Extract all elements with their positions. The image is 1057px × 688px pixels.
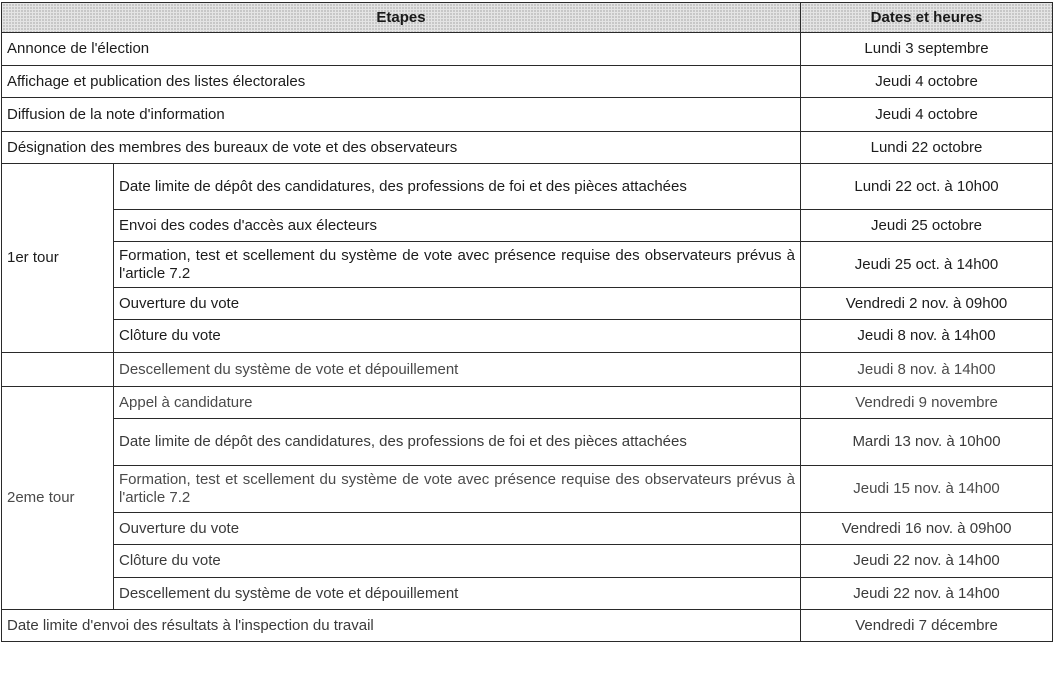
date-cell: Vendredi 9 novembre	[801, 387, 1053, 419]
table-row	[2, 164, 1053, 210]
table-row	[2, 288, 1053, 320]
table-row	[2, 132, 1053, 164]
table-row	[2, 466, 1053, 513]
date-cell: Jeudi 15 nov. à 14h00	[801, 466, 1053, 513]
date-cell: Vendredi 16 nov. à 09h00	[801, 513, 1053, 545]
etape-cell: Clôture du vote	[114, 320, 801, 353]
table-row	[2, 578, 1053, 610]
date-cell: Mardi 13 nov. à 10h00	[801, 419, 1053, 466]
date-cell: Lundi 22 oct. à 10h00	[801, 164, 1053, 210]
etape-cell: Désignation des membres des bureaux de vote et des observateurs	[2, 132, 801, 164]
date-cell: Vendredi 2 nov. à 09h00	[801, 288, 1053, 320]
table-row	[2, 210, 1053, 242]
election-schedule-table	[1, 2, 1053, 642]
etape-cell: Clôture du vote	[114, 545, 801, 578]
round-1-label: 1er tour	[2, 164, 114, 353]
table-row	[2, 513, 1053, 545]
date-cell: Jeudi 8 nov. à 14h00	[801, 353, 1053, 387]
round-label-empty	[2, 353, 114, 387]
date-cell: Jeudi 25 octobre	[801, 210, 1053, 242]
date-cell: Jeudi 25 oct. à 14h00	[801, 242, 1053, 288]
table-row	[2, 98, 1053, 132]
table-row	[2, 320, 1053, 353]
table-row	[2, 242, 1053, 288]
date-cell: Jeudi 22 nov. à 14h00	[801, 578, 1053, 610]
date-cell: Jeudi 22 nov. à 14h00	[801, 545, 1053, 578]
etape-cell: Diffusion de la note d'information	[2, 98, 801, 132]
etape-cell: Appel à candidature	[114, 387, 801, 419]
header-row	[2, 3, 1053, 33]
etape-cell: Affichage et publication des listes électorales	[2, 66, 801, 98]
table-row	[2, 66, 1053, 98]
table-row	[2, 610, 1053, 642]
etape-cell: Ouverture du vote	[114, 288, 801, 320]
table-row	[2, 545, 1053, 578]
table-row	[2, 33, 1053, 66]
etape-cell: Date limite de dépôt des candidatures, des professions de foi et des pièces attachées	[114, 164, 801, 210]
etape-cell: Date limite d'envoi des résultats à l'inspection du travail	[2, 610, 801, 642]
etape-cell: Annonce de l'élection	[2, 33, 801, 66]
table-row	[2, 387, 1053, 419]
etape-cell: Formation, test et scellement du système de vote avec présence requise des observateurs prévus à l'article 7.2	[114, 242, 801, 288]
table-row	[2, 419, 1053, 466]
etape-cell: Ouverture du vote	[114, 513, 801, 545]
etape-cell: Envoi des codes d'accès aux électeurs	[114, 210, 801, 242]
header-dates: Dates et heures	[801, 3, 1053, 33]
etape-cell: Date limite de dépôt des candidatures, des professions de foi et des pièces attachées	[114, 419, 801, 466]
header-etapes: Etapes	[2, 3, 801, 33]
round-2-label: 2eme tour	[2, 387, 114, 610]
date-cell: Jeudi 8 nov. à 14h00	[801, 320, 1053, 353]
date-cell: Jeudi 4 octobre	[801, 98, 1053, 132]
date-cell: Lundi 3 septembre	[801, 33, 1053, 66]
etape-cell: Descellement du système de vote et dépouillement	[114, 578, 801, 610]
etape-cell: Formation, test et scellement du système de vote avec présence requise des observateurs prévus à l'article 7.2	[114, 466, 801, 513]
date-cell: Vendredi 7 décembre	[801, 610, 1053, 642]
table-row	[2, 353, 1053, 387]
date-cell: Jeudi 4 octobre	[801, 66, 1053, 98]
date-cell: Lundi 22 octobre	[801, 132, 1053, 164]
etape-cell: Descellement du système de vote et dépouillement	[114, 353, 801, 387]
